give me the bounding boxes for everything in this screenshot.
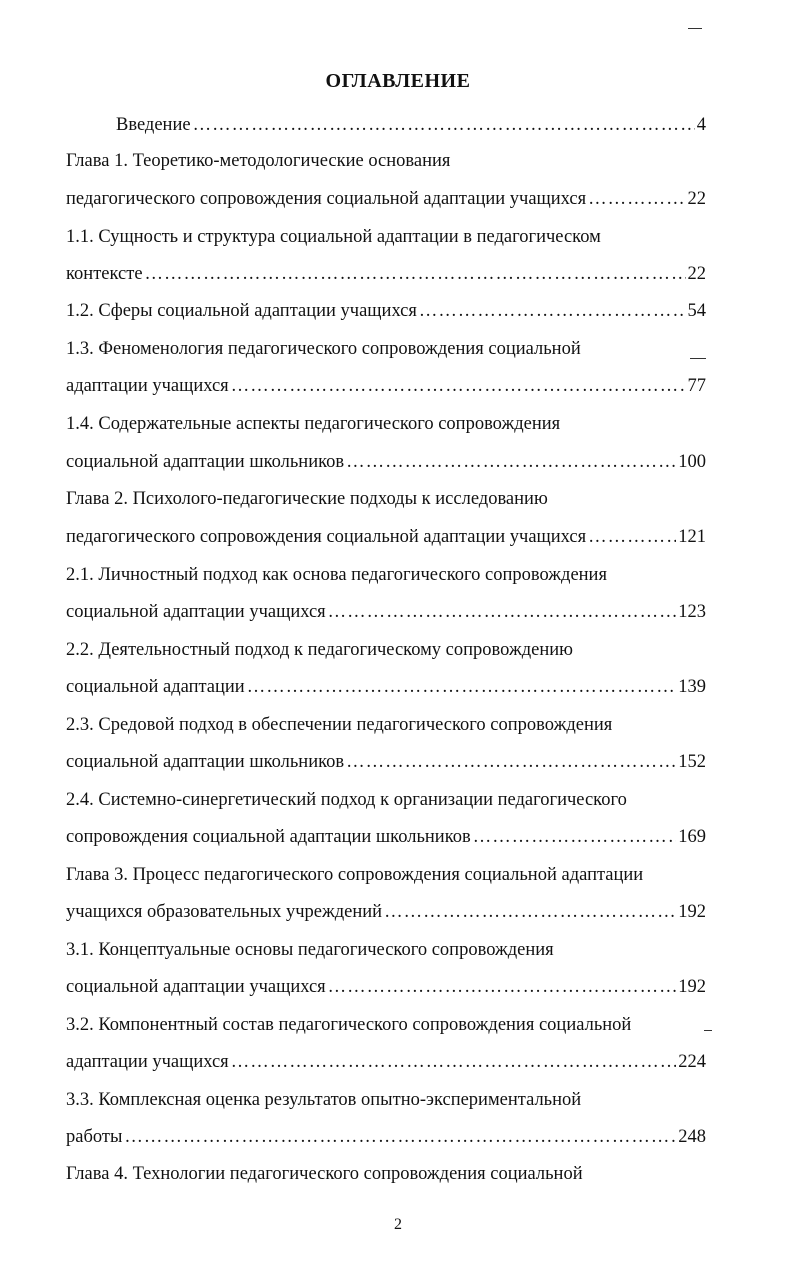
toc-entry [66, 450, 706, 474]
toc-entry [66, 1125, 706, 1149]
toc-entry [66, 1050, 706, 1074]
leader-dots [346, 450, 676, 474]
scan-mark [690, 358, 706, 359]
toc-entry [66, 975, 706, 999]
toc-entry-line: 2.1. Личностный подход как основа педагогического сопровождения [66, 565, 607, 585]
scan-mark [704, 1030, 712, 1031]
toc-entry-label: контексте [66, 264, 143, 284]
toc-entry-page: 22 [687, 264, 706, 284]
toc-entry-label: педагогического сопровождения социальной адаптации учащихся [66, 189, 587, 209]
toc-entry [66, 299, 706, 323]
toc-entry [66, 900, 706, 924]
toc-entry-page: 139 [678, 677, 706, 697]
toc-entry-page: 77 [687, 376, 706, 396]
leader-dots [384, 900, 676, 924]
toc-entry [66, 675, 706, 699]
toc-entry-page: 4 [696, 115, 706, 135]
toc-entry-label: работы [66, 1127, 123, 1147]
toc-entry [66, 262, 706, 286]
leader-dots [328, 975, 677, 999]
toc-entry-label: адаптации учащихся [66, 1052, 229, 1072]
toc-entry-line: Глава 3. Процесс педагогического сопровождения социальной адаптации [66, 865, 644, 885]
toc-entry-page: 121 [678, 527, 706, 547]
leader-dots [588, 187, 685, 211]
toc-entry-line: Глава 2. Психолого-педагогические подходы к исследованию [66, 489, 548, 509]
toc-entry [66, 525, 706, 549]
toc-entry-page: 54 [687, 301, 706, 321]
toc-entry-line: Глава 4. Технологии педагогического сопровождения социальной [66, 1164, 583, 1184]
toc-entry [116, 113, 706, 137]
toc-entry-line: 3.2. Компонентный состав педагогического сопровождения социальной [66, 1015, 632, 1035]
leader-dots [328, 600, 677, 624]
toc-entry-label: 1.2. Сферы социальной адаптации учащихся [66, 301, 417, 321]
leader-dots [231, 1050, 677, 1074]
leader-dots [124, 1125, 676, 1149]
toc-entry-label: учащихся образовательных учреждений [66, 902, 383, 922]
toc-entry-label: социальной адаптации школьников [66, 752, 345, 772]
leader-dots [473, 825, 677, 849]
toc-entry [66, 187, 706, 211]
scan-mark [688, 28, 702, 29]
toc-entry-label: педагогического сопровождения социальной адаптации учащихся [66, 527, 587, 547]
leader-dots [231, 374, 686, 398]
toc-entry-page: 192 [678, 902, 706, 922]
toc-entry-label: адаптации учащихся [66, 376, 229, 396]
leader-dots [145, 262, 686, 286]
toc-entry-label: социальной адаптации [66, 677, 245, 697]
leader-dots [419, 299, 686, 323]
leader-dots [346, 750, 676, 774]
toc-entry-line: 1.1. Сущность и структура социальной адаптации в педагогическом [66, 227, 601, 247]
toc-entry-page: 152 [678, 752, 706, 772]
toc-entry-line: 3.3. Комплексная оценка результатов опытно-экспериментальной [66, 1090, 582, 1110]
toc-entry-page: 224 [678, 1052, 706, 1072]
toc-entry-line: 3.1. Концептуальные основы педагогического сопровождения [66, 940, 554, 960]
toc-entry-line: 2.4. Системно-синергетический подход к организации педагогического [66, 790, 627, 810]
toc-entry [66, 825, 706, 849]
page-title: ОГЛАВЛЕНИЕ [325, 70, 471, 92]
toc-entry-line: 2.2. Деятельностный подход к педагогическому сопровождению [66, 640, 573, 660]
toc-entry-page: 100 [678, 452, 706, 472]
toc-entry-page: 248 [678, 1127, 706, 1147]
leader-dots [588, 525, 676, 549]
leader-dots [193, 113, 695, 137]
toc-entry-page: 192 [678, 977, 706, 997]
toc-entry-line: 1.4. Содержательные аспекты педагогического сопровождения [66, 414, 561, 434]
toc-entry-label: социальной адаптации учащихся [66, 602, 326, 622]
toc-entry [66, 750, 706, 774]
toc-entry-line: 2.3. Средовой подход в обеспечении педагогического сопровождения [66, 715, 613, 735]
toc-entry-label: Введение [116, 115, 191, 135]
toc-entry-page: 169 [678, 827, 706, 847]
toc-entry [66, 374, 706, 398]
toc-entry-label: социальной адаптации учащихся [66, 977, 326, 997]
toc-entry-label: социальной адаптации школьников [66, 452, 345, 472]
leader-dots [247, 675, 677, 699]
page-number: 2 [394, 1216, 402, 1233]
toc-entry-page: 22 [687, 189, 706, 209]
toc-entry [66, 600, 706, 624]
toc-entry-page: 123 [678, 602, 706, 622]
toc-entry-label: сопровождения социальной адаптации школьников [66, 827, 471, 847]
toc-entry-line: 1.3. Феноменология педагогического сопровождения социальной [66, 339, 581, 359]
toc-entry-line: Глава 1. Теоретико-методологические основания [66, 151, 451, 171]
